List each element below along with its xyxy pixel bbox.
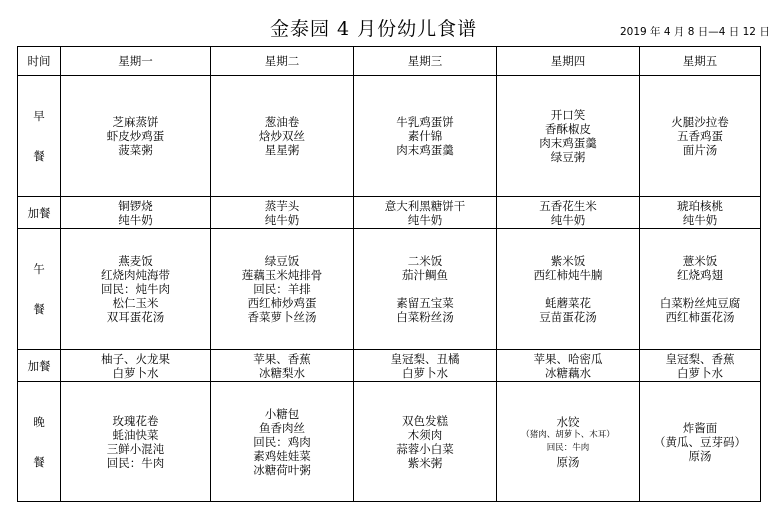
menu-item: 回民：炖牛肉 — [101, 282, 170, 296]
menu-item: 冰糖藕水 — [545, 365, 591, 380]
header-monday: 星期一 — [61, 47, 211, 76]
menu-item: 皇冠梨、香蕉 — [665, 351, 735, 366]
menu-item-note: 回民：牛肉 — [546, 442, 590, 453]
menu-item: 铜锣烧 — [118, 198, 153, 213]
menu-item: 苹果、哈密瓜 — [533, 351, 603, 366]
snack2-friday — [640, 350, 761, 382]
menu-item: 蚝油快菜 — [112, 427, 159, 442]
table-row — [18, 197, 761, 229]
snack2-tuesday — [211, 350, 354, 382]
menu-item: 双色发糕 — [402, 413, 448, 428]
menu-item: 三鲜小混沌 — [106, 441, 165, 456]
menu-item: 蒜蓉小白菜 — [396, 441, 454, 456]
menu-item: 五香鸡蛋 — [677, 129, 723, 143]
menu-item: 冰糖梨水 — [259, 365, 305, 380]
menu-item: 燕麦饭 — [118, 254, 153, 268]
breakfast-thursday — [497, 76, 640, 197]
menu-item: 纯牛奶 — [550, 212, 586, 227]
menu-item: 豆苗蛋花汤 — [539, 310, 597, 324]
menu-item: 薏米饭 — [682, 254, 718, 268]
row-label-dinner: 晚 餐 — [18, 382, 61, 502]
lunch-monday — [61, 229, 211, 350]
menu-item: 双耳蛋花汤 — [106, 310, 165, 324]
menu-item: 琥珀核桃 — [677, 198, 723, 213]
menu-item: 回民：羊排 — [253, 282, 311, 296]
row-label-breakfast: 早 餐 — [18, 76, 61, 197]
table-row — [18, 350, 761, 382]
snack2-wednesday — [354, 350, 497, 382]
menu-item: 绿豆粥 — [550, 150, 586, 164]
menu-item: 西红柿炖牛腩 — [533, 268, 603, 282]
menu-item: 蚝蘑菜花 — [545, 296, 591, 310]
snack2-monday — [61, 350, 211, 382]
dinner-monday — [61, 382, 211, 502]
menu-item: 原汤 — [688, 448, 712, 463]
menu-item: 葱油卷 — [264, 115, 300, 129]
header-wednesday: 星期三 — [354, 47, 497, 76]
menu-item: 回民：牛肉 — [106, 455, 165, 470]
snack2-thursday — [497, 350, 640, 382]
menu-table — [17, 46, 761, 502]
menu-item: 西红柿炒鸡蛋 — [247, 296, 317, 310]
menu-item: 原汤 — [556, 454, 580, 469]
menu-item: 白菜粉丝炖豆腐 — [659, 296, 741, 310]
breakfast-tuesday — [211, 76, 354, 197]
header-thursday: 星期四 — [497, 47, 640, 76]
menu-item: 水饺 — [556, 414, 580, 429]
menu-item: 意大利黑糖饼干 — [384, 198, 466, 213]
snack1-tuesday — [211, 197, 354, 229]
menu-item: 面片汤 — [682, 143, 718, 157]
menu-item: 菠菜粥 — [118, 143, 153, 157]
menu-item: 二米饭 — [407, 254, 443, 268]
menu-item: 白菜粉丝汤 — [396, 310, 454, 324]
dinner-tuesday — [211, 382, 354, 502]
table-row — [18, 229, 761, 350]
menu-item: （黄瓜、豆芽码） — [654, 434, 746, 449]
snack1-thursday — [497, 197, 640, 229]
menu-item: 香酥椒皮 — [545, 122, 591, 136]
lunch-thursday — [497, 229, 640, 350]
menu-item: 星星粥 — [264, 143, 300, 157]
menu-item: 纯牛奶 — [682, 212, 718, 227]
menu-item: 纯牛奶 — [118, 212, 153, 227]
dinner-wednesday — [354, 382, 497, 502]
menu-item: 炸酱面 — [682, 420, 718, 435]
menu-item: 肉末鸡蛋羹 — [396, 143, 454, 157]
menu-item: 白萝卜水 — [402, 365, 448, 380]
page-title: 金泰园 4 月份幼儿食谱 — [270, 18, 478, 40]
menu-item: 纯牛奶 — [264, 212, 300, 227]
menu-item: 肉末鸡蛋羹 — [539, 136, 597, 150]
breakfast-friday — [640, 76, 761, 197]
menu-item-note: （猪肉、胡萝卜、木耳） — [521, 429, 615, 440]
menu-item: 皇冠梨、丑橘 — [390, 351, 460, 366]
dinner-thursday — [497, 382, 640, 502]
menu-item: 素鸡娃娃菜 — [253, 448, 311, 463]
row-label-lunch: 午 餐 — [18, 229, 61, 350]
table-row — [18, 382, 761, 502]
menu-item: 松仁玉米 — [112, 296, 159, 310]
menu-item: 冰糖荷叶粥 — [253, 462, 311, 477]
snack1-monday — [61, 197, 211, 229]
menu-item: 玫瑰花卷 — [112, 413, 159, 428]
menu-item: 蒸芋头 — [264, 198, 300, 213]
menu-item: 小糖包 — [264, 406, 300, 421]
menu-item: 苹果、香蕉 — [253, 351, 311, 366]
menu-item: 回民：鸡肉 — [253, 434, 311, 449]
snack1-friday — [640, 197, 761, 229]
menu-item: 虾皮炒鸡蛋 — [106, 129, 165, 143]
menu-item: 素留五宝菜 — [396, 296, 454, 310]
menu-item: 素什锦 — [407, 129, 443, 143]
menu-item: 芝麻蒸饼 — [112, 115, 159, 129]
menu-item: 茄汁鲷鱼 — [402, 268, 448, 282]
menu-item: 西红柿蛋花汤 — [665, 310, 735, 324]
menu-item: 牛乳鸡蛋饼 — [396, 115, 454, 129]
header-time: 时间 — [18, 47, 61, 76]
menu-item: 紫米饭 — [550, 254, 586, 268]
menu-item: 白萝卜水 — [677, 365, 723, 380]
menu-item: 柚子、火龙果 — [101, 351, 170, 366]
header-tuesday: 星期二 — [211, 47, 354, 76]
breakfast-wednesday — [354, 76, 497, 197]
menu-item: 红烧肉炖海带 — [101, 268, 170, 282]
snack1-wednesday — [354, 197, 497, 229]
date-range: 2019 年 4 月 8 日—4 日 12 日 — [620, 26, 770, 38]
row-label-snack: 加餐 — [18, 197, 61, 229]
menu-item: 开口笑 — [550, 108, 586, 122]
lunch-friday — [640, 229, 761, 350]
menu-item: 纯牛奶 — [407, 212, 443, 227]
header-friday: 星期五 — [640, 47, 761, 76]
menu-item: 木须肉 — [407, 427, 443, 442]
menu-item: 火腿沙拉卷 — [671, 115, 729, 129]
menu-item: 焓炒双丝 — [259, 129, 305, 143]
menu-item: 莲藕玉米炖排骨 — [241, 268, 323, 282]
lunch-tuesday — [211, 229, 354, 350]
row-label-snack: 加餐 — [18, 350, 61, 382]
menu-item: 白萝卜水 — [112, 365, 159, 380]
menu-item: 绿豆饭 — [264, 254, 300, 268]
menu-item: 紫米粥 — [407, 455, 443, 470]
menu-item: 鱼香肉丝 — [259, 420, 305, 435]
menu-item: 香菜萝卜丝汤 — [247, 310, 317, 324]
menu-item: 五香花生米 — [539, 198, 597, 213]
lunch-wednesday — [354, 229, 497, 350]
header-row — [18, 47, 761, 76]
dinner-friday — [640, 382, 761, 502]
breakfast-monday — [61, 76, 211, 197]
table-row — [18, 76, 761, 197]
menu-item: 红烧鸡翅 — [677, 268, 723, 282]
